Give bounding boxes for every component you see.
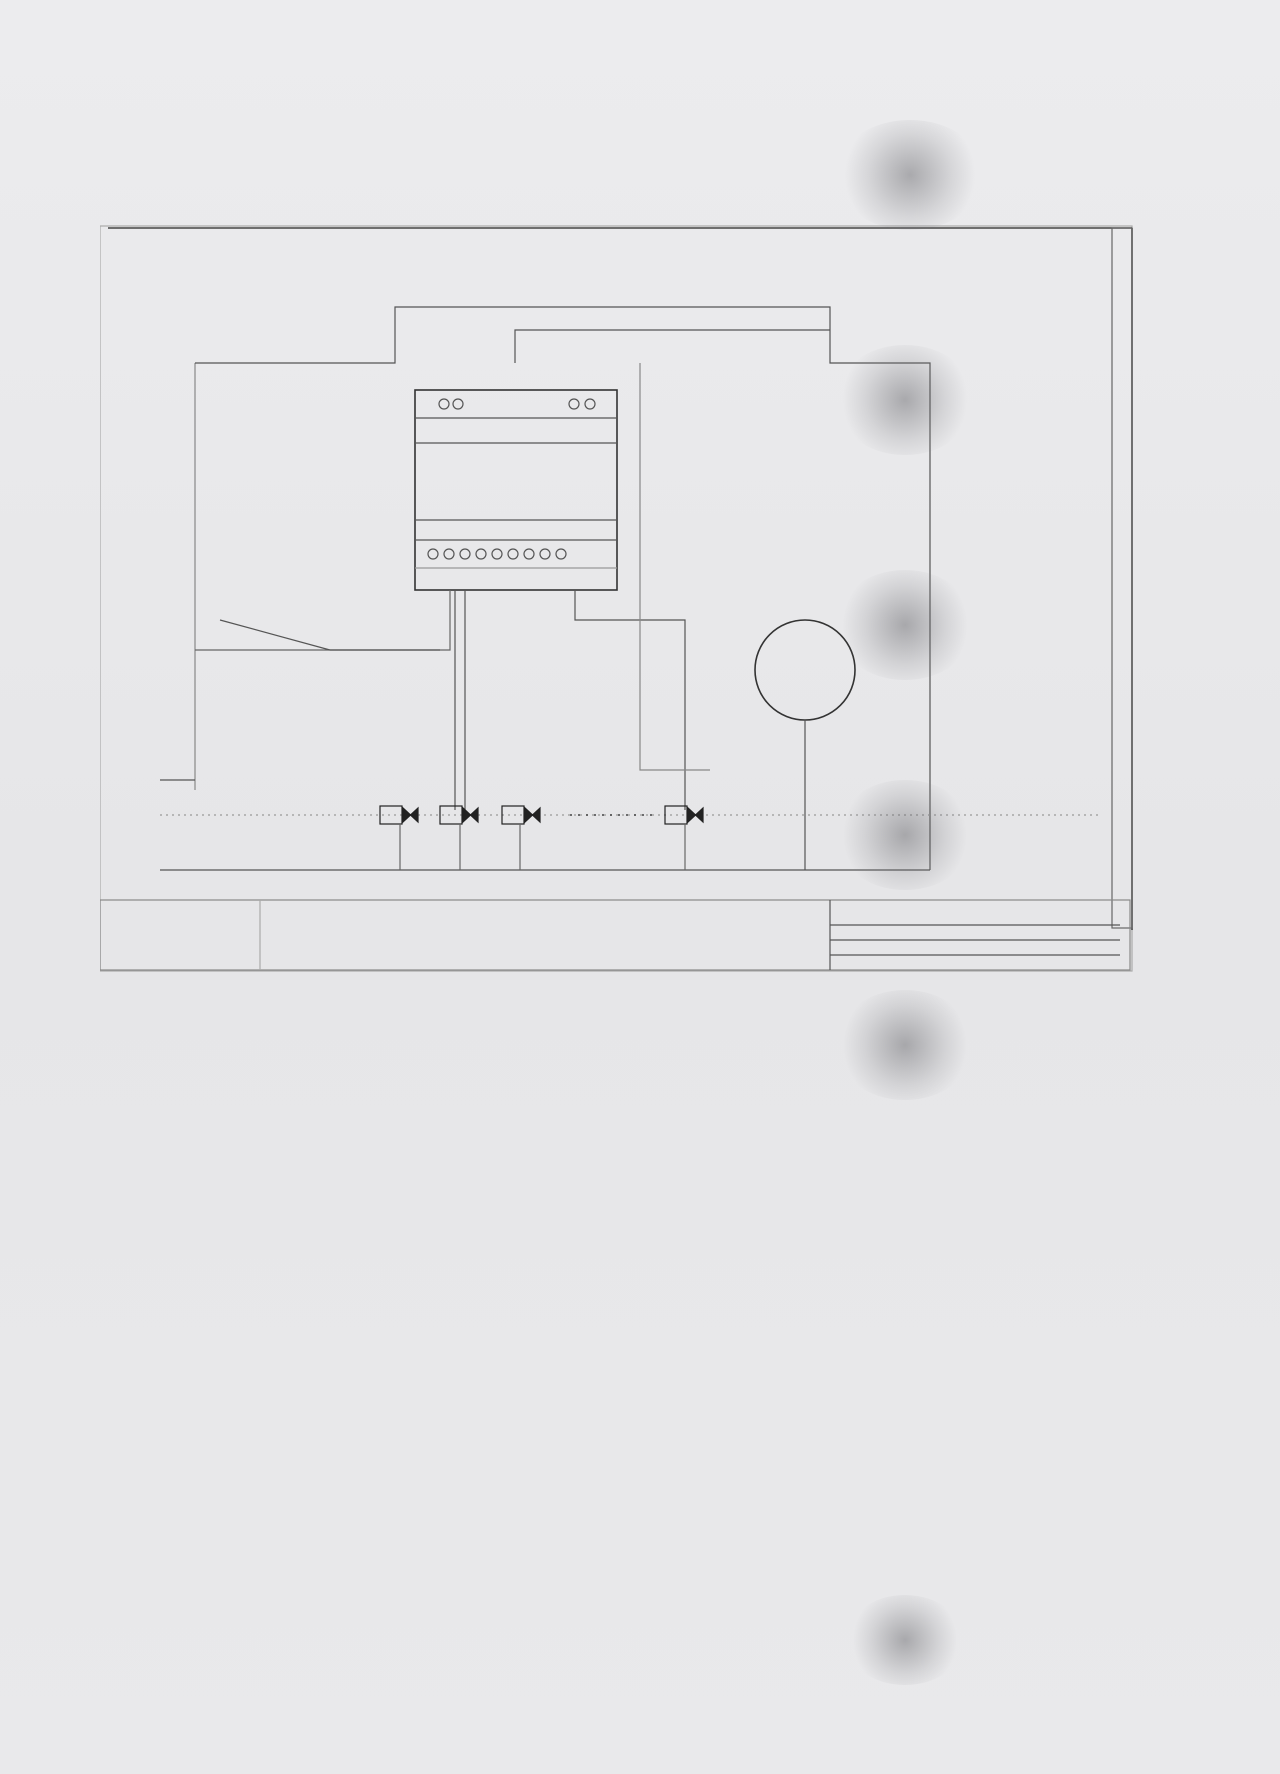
toner-smudge — [835, 990, 975, 1100]
wiring-diagram — [100, 210, 1140, 1000]
footer — [48, 1704, 86, 1735]
description-text — [36, 1098, 1216, 1126]
toner-smudge — [835, 570, 975, 680]
toner-smudge — [835, 345, 975, 455]
toner-smudge — [835, 780, 975, 890]
paragraph-gap — [36, 1098, 1216, 1126]
document-subtitle — [54, 88, 122, 131]
toner-smudge — [845, 1595, 965, 1685]
toner-smudge — [835, 120, 985, 230]
